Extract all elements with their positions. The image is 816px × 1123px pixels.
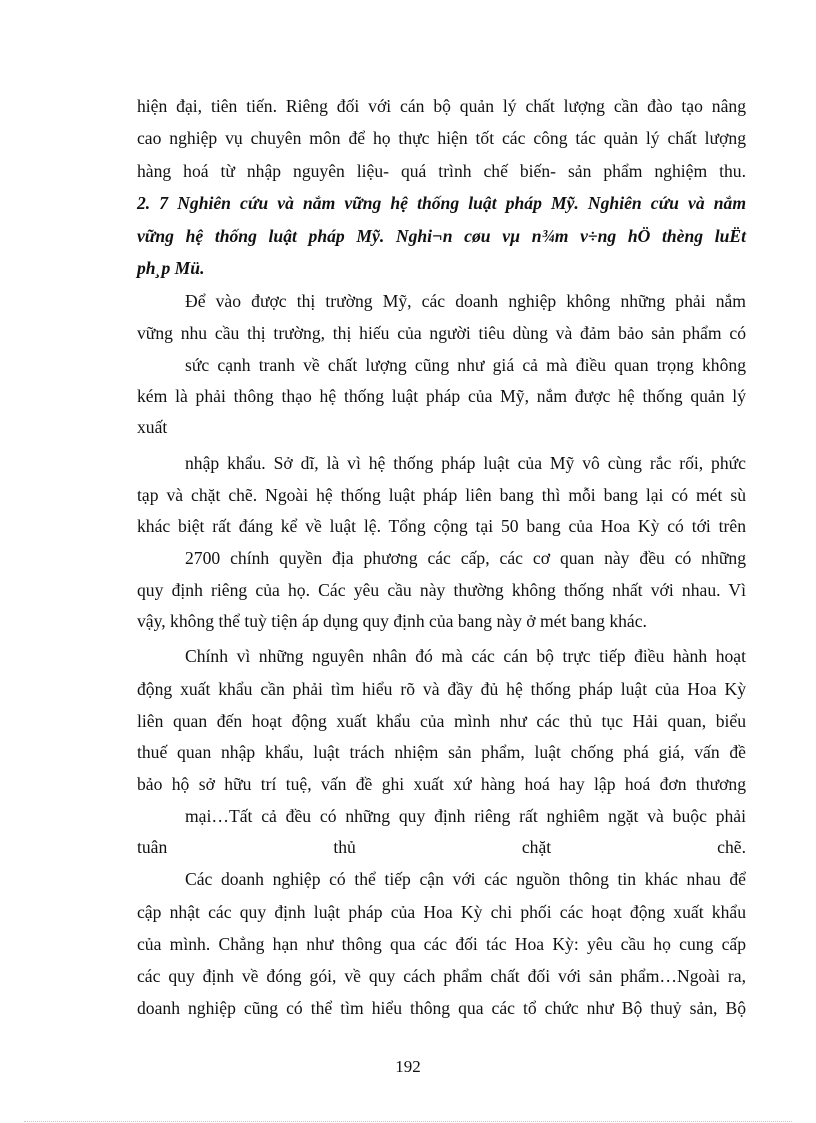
- page-number: 192: [395, 1057, 421, 1076]
- text-line: nhập khẩu. Sở dĩ, là vì hệ thống pháp luật của Mỹ vô cùng rắc rối, phức: [185, 453, 746, 473]
- text-line: sức cạnh tranh về chất lượng cũng như giá cả mà điều quan trọng không: [185, 355, 746, 375]
- text-line: tạp và chặt chẽ. Ngoài hệ thống luật pháp liên bang thì mỗi bang lại có mét sù: [137, 485, 746, 505]
- section-heading-line: vững hệ thống luật pháp Mỹ. Nghi¬n cøu vµ n¾m v÷ng hÖ thèng luËt: [137, 226, 746, 246]
- text-line: quy định riêng của họ. Các yêu cầu này thường không thống nhất với nhau. Vì: [137, 580, 746, 600]
- text-line: thuế quan nhập khẩu, luật trách nhiệm sản phẩm, luật chống phá giá, vấn đề: [137, 742, 746, 762]
- text-line: của mình. Chẳng hạn như thông qua các đối tác Hoa Kỳ: yêu cầu họ cung cấp: [137, 934, 746, 954]
- text-line: kém là phải thông thạo hệ thống luật pháp của Mỹ, nắm được hệ thống quản lý: [137, 386, 746, 406]
- paragraph-first-line: Các doanh nghiệp có thể tiếp cận với các nguồn thông tin khác nhau để: [185, 869, 746, 889]
- section-heading-line: 2. 7 Nghiên cứu và nắm vững hệ thống luật pháp Mỹ. Nghiên cứu và nắm: [137, 193, 746, 213]
- text-line: khác biệt rất đáng kể về luật lệ. Tổng cộng tại 50 bang của Hoa Kỳ có tới trên: [137, 516, 746, 536]
- paragraph-first-line: Để vào được thị trường Mỹ, các doanh nghiệp không những phải nắm: [185, 291, 746, 311]
- text-line: liên quan đến hoạt động xuất khẩu của mình như các thủ tục Hải quan, biểu: [137, 711, 746, 731]
- text-line: xuất: [137, 417, 168, 437]
- text-line: bảo hộ sở hữu trí tuệ, vấn đề ghi xuất xứ hàng hoá hay lập hoá đơn thương: [137, 774, 746, 794]
- text-line: động xuất khẩu cần phải tìm hiểu rõ và đầy đủ hệ thống pháp luật của Hoa Kỳ: [137, 679, 746, 699]
- page-bottom-divider: [24, 1121, 792, 1122]
- text-line: hàng hoá từ nhập nguyên liệu- quá trình chế biến- sản phẩm nghiệm thu.: [137, 161, 746, 181]
- text-line: cao nghiệp vụ chuyên môn để họ thực hiện tốt các công tác quản lý chất lượng: [137, 128, 746, 148]
- text-line: 2700 chính quyền địa phương các cấp, các cơ quan này đều có những: [185, 548, 746, 568]
- text-line: cập nhật các quy định luật pháp của Hoa Kỳ chi phối các hoạt động xuất khẩu: [137, 902, 746, 922]
- text-line: các quy định về đóng gói, về quy cách phẩm chất đối với sản phẩm…Ngoài ra,: [137, 966, 746, 986]
- text-line: hiện đại, tiên tiến. Riêng đối với cán bộ quản lý chất lượng cần đào tạo nâng: [137, 96, 746, 116]
- text-line: tuân thủ chặt chẽ.: [137, 837, 746, 857]
- text-line: mại…Tất cả đều có những quy định riêng rất nghiêm ngặt và buộc phải: [185, 806, 746, 826]
- text-line: vậy, không thể tuỳ tiện áp dụng quy định của bang này ở mét bang khác.: [137, 611, 647, 631]
- paragraph-first-line: Chính vì những nguyên nhân đó mà các cán bộ trực tiếp điều hành hoạt: [185, 646, 746, 666]
- text-line: vững nhu cầu thị trường, thị hiếu của người tiêu dùng và đảm bảo sản phẩm có: [137, 323, 746, 343]
- text-line: doanh nghiệp cũng có thể tìm hiểu thông qua các tổ chức như Bộ thuỷ sản, Bộ: [137, 998, 746, 1018]
- section-heading-line: ph¸p Mü.: [137, 258, 205, 278]
